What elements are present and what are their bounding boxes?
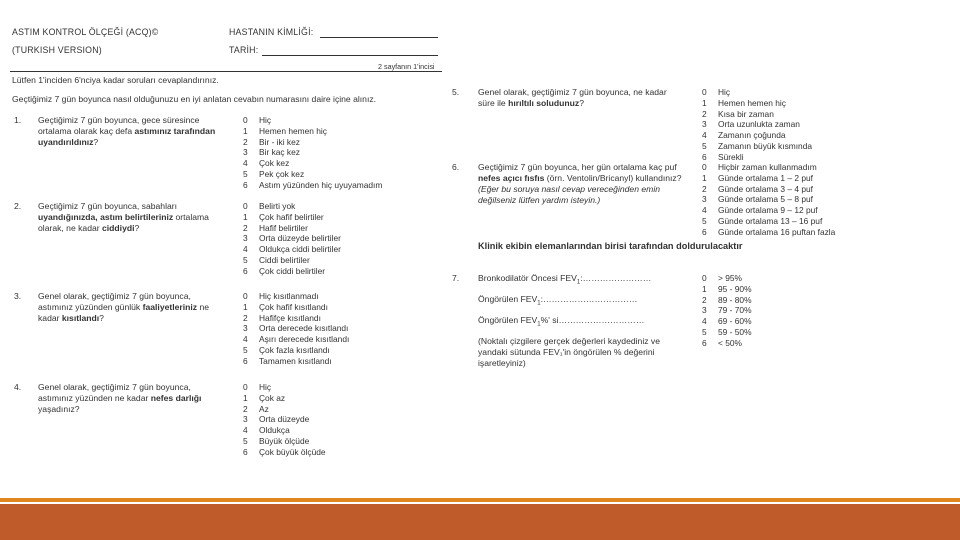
- fev1-subscript: 1: [537, 300, 541, 307]
- option-label: Hiç: [718, 87, 731, 97]
- option-number: 6: [243, 265, 248, 276]
- question-1-text-c: ?: [93, 137, 99, 147]
- option-row[interactable]: [702, 284, 752, 295]
- option-row[interactable]: [243, 266, 341, 277]
- option-number: 5: [702, 326, 707, 337]
- instruction-line-1: Lütfen 1'inciden 6'nciya kadar soruları cevaplandırınız.: [12, 75, 219, 85]
- option-number: 5: [243, 168, 248, 179]
- option-label: Çok büyük ölçüde: [259, 446, 326, 457]
- question-3-text: [38, 291, 228, 324]
- option-row[interactable]: [243, 356, 349, 367]
- question-2-options: [243, 201, 341, 277]
- option-row[interactable]: [702, 87, 812, 98]
- option-label: Hafif belirtiler: [259, 222, 308, 233]
- header-divider: [10, 71, 442, 72]
- question-4-text-c: yaşadınız?: [38, 404, 80, 414]
- option-row[interactable]: [243, 147, 382, 158]
- option-number: 5: [243, 254, 248, 265]
- option-row[interactable]: [243, 126, 382, 137]
- question-3-options: [243, 291, 349, 367]
- question-5-text-a: Genel olarak, geçtiğimiz 7 gün boyunca, ne kadar süre ile: [478, 87, 667, 108]
- question-3-text-bold-2: kısıtlandı: [61, 313, 100, 323]
- option-row[interactable]: [702, 162, 835, 173]
- option-label: Hiçbir zaman kullanmadım: [718, 162, 817, 172]
- option-row[interactable]: [243, 414, 326, 425]
- option-number: 3: [243, 414, 248, 425]
- option-row[interactable]: [243, 201, 341, 212]
- option-number: 2: [702, 183, 707, 194]
- option-row[interactable]: [702, 295, 752, 306]
- option-label: Büyük ölçüde: [259, 435, 310, 446]
- option-label: Zamanın büyük kısmında: [718, 140, 813, 151]
- option-number: 6: [243, 355, 248, 366]
- option-number: 1: [702, 283, 707, 294]
- clinic-heading: Klinik ekibin elemanlarından birisi tarafından doldurulacaktır: [478, 241, 743, 251]
- option-label: Orta uzunlukta zaman: [718, 119, 800, 130]
- option-number: 0: [243, 291, 248, 301]
- option-label: 59 - 50%: [718, 326, 752, 337]
- hospital-id-line: [320, 37, 438, 38]
- option-number: 1: [243, 211, 248, 222]
- option-label: Belirti yok: [259, 201, 296, 211]
- question-1-number: 1.: [14, 115, 22, 125]
- option-number: 6: [243, 179, 248, 190]
- option-label: Hemen hemen hiç: [718, 97, 786, 108]
- option-row[interactable]: [702, 184, 835, 195]
- option-row[interactable]: [702, 194, 835, 205]
- page-note: 2 sayfanın 1'incisi: [378, 62, 435, 71]
- option-label: < 50%: [718, 337, 742, 348]
- option-label: Zamanın çoğunda: [718, 130, 786, 141]
- option-row[interactable]: [243, 223, 341, 234]
- option-row[interactable]: [243, 255, 341, 266]
- option-number: 5: [243, 344, 248, 355]
- option-row[interactable]: [243, 404, 326, 415]
- question-1-text-a: Geçtiğimiz 7 gün boyunca, gece süresince ortalama olarak kaç defa: [38, 115, 200, 136]
- option-row[interactable]: [702, 141, 812, 152]
- question-2-text-bold: uyandığınızda, astım belirtileriniz: [38, 212, 174, 222]
- option-row[interactable]: [243, 180, 382, 191]
- option-number: 2: [243, 222, 248, 233]
- option-label: Çok hafif belirtiler: [259, 211, 324, 222]
- option-label: Orta düzeyde: [259, 414, 310, 425]
- option-number: 5: [243, 435, 248, 446]
- option-number: 3: [243, 233, 248, 244]
- option-row[interactable]: [243, 334, 349, 345]
- question-4-text-bold: nefes darlığı: [150, 393, 202, 403]
- question-5-text-c: ?: [579, 98, 585, 108]
- fev1-percent-dots: …………………………: [558, 315, 645, 325]
- question-5-text-bold: hırıltılı soludunuz: [508, 98, 580, 108]
- option-row[interactable]: [243, 436, 326, 447]
- question-2-text-a: Geçtiğimiz 7 gün boyunca, sabahları: [38, 201, 178, 211]
- option-label: Bir - iki kez: [259, 136, 300, 147]
- option-label: 69 - 60%: [718, 316, 752, 327]
- question-2-text: [38, 201, 228, 234]
- option-row[interactable]: [243, 158, 382, 169]
- option-number: 0: [702, 162, 707, 172]
- fev1-percent-field[interactable]: [478, 315, 644, 331]
- option-number: 1: [243, 301, 248, 312]
- option-number: 4: [243, 244, 248, 255]
- option-label: 79 - 70%: [718, 305, 752, 316]
- option-number: 5: [702, 215, 707, 226]
- option-number: 4: [702, 205, 707, 216]
- question-5-number: 5.: [452, 87, 460, 97]
- option-label: Günde ortalama 3 – 4 puf: [718, 183, 813, 194]
- option-row[interactable]: [702, 216, 835, 227]
- option-row[interactable]: [243, 425, 326, 436]
- option-label: 89 - 80%: [718, 294, 752, 305]
- clinic-note: (Noktalı çizgilere gerçek değerleri kaydediniz ve yandaki sütunda FEV₁'in öngörülen % değerini işaretleyiniz): [478, 336, 660, 368]
- question-4-text: [38, 382, 228, 415]
- option-label: Hiç kısıtlanmadı: [259, 291, 319, 301]
- option-label: Pek çok kez: [259, 168, 305, 179]
- question-6-options: [702, 162, 835, 238]
- question-3-text-c: ne kadar: [38, 302, 210, 323]
- fev1-predicted-dots: :……………………………: [540, 294, 638, 304]
- option-label: Tamamen kısıtlandı: [259, 355, 332, 366]
- option-row[interactable]: [702, 98, 812, 109]
- option-number: 6: [702, 151, 707, 162]
- option-row[interactable]: [702, 227, 835, 238]
- option-label: Aşırı derecede kısıtlandı: [259, 334, 350, 345]
- option-number: 4: [243, 425, 248, 436]
- option-row[interactable]: [243, 244, 341, 255]
- option-number: 3: [702, 119, 707, 130]
- fev1-predicted-field[interactable]: [478, 294, 638, 310]
- option-number: 6: [702, 337, 707, 348]
- option-row[interactable]: [702, 316, 752, 327]
- option-label: Oldukça ciddi belirtiler: [259, 244, 341, 255]
- fev1-subscript: 1: [576, 279, 581, 286]
- form-version: (TURKISH VERSION): [12, 45, 102, 55]
- option-number: 4: [243, 158, 248, 169]
- fev1-pre-dots: :……………………: [580, 273, 652, 283]
- option-row[interactable]: [243, 382, 326, 393]
- option-row[interactable]: [243, 345, 349, 356]
- question-6-note: (Eğer bu soruya nasıl cevap vereceğinden emin değilseniz lütfen yardım isteyin.): [478, 184, 661, 205]
- option-row[interactable]: [702, 119, 812, 130]
- option-row[interactable]: [243, 313, 349, 324]
- option-number: 1: [702, 172, 707, 183]
- option-number: 2: [243, 136, 248, 147]
- option-number: 0: [702, 273, 707, 283]
- option-label: Orta düzeyde belirtiler: [259, 233, 341, 244]
- option-label: Astım yüzünden hiç uyuyamadım: [259, 179, 383, 190]
- option-row[interactable]: [702, 338, 752, 349]
- option-number: 1: [243, 392, 248, 403]
- hospital-id-label: HASTANIN KİMLİĞİ:: [229, 27, 314, 37]
- question-1-text: [38, 115, 223, 148]
- instruction-line-2: Geçtiğimiz 7 gün boyunca nasıl olduğunuzu en iyi anlatan cevabın numarasını daire içine alınız.: [12, 94, 377, 104]
- question-5-text: [478, 87, 678, 109]
- question-6-text-c: (örn. Ventolin/Bricanyl) kullandınız?: [544, 173, 682, 183]
- option-row[interactable]: [243, 137, 382, 148]
- option-row[interactable]: [702, 109, 812, 120]
- option-number: 0: [243, 201, 248, 211]
- question-2-text-bold-2: ciddiydi: [102, 223, 135, 233]
- option-number: 0: [243, 115, 248, 125]
- option-label: Bir kaç kez: [259, 147, 300, 158]
- question-2-number: 2.: [14, 201, 22, 211]
- option-row[interactable]: [243, 291, 349, 302]
- option-number: 4: [702, 316, 707, 327]
- fev1-predicted-label: Öngörülen FEV: [478, 294, 538, 304]
- fev1-percent-label: Öngörülen FEV: [478, 315, 538, 325]
- option-label: Çok ciddi belirtiler: [259, 265, 326, 276]
- question-5-options: [702, 87, 812, 163]
- option-row[interactable]: [702, 205, 835, 216]
- option-label: Orta derecede kısıtlandı: [259, 323, 349, 334]
- option-label: Günde ortalama 9 – 12 puf: [718, 205, 818, 216]
- option-label: Hafifçe kısıtlandı: [259, 312, 321, 323]
- option-row[interactable]: [243, 302, 349, 313]
- option-label: Sürekli: [718, 151, 744, 162]
- option-number: 2: [243, 403, 248, 414]
- option-row[interactable]: [702, 273, 752, 284]
- option-number: 0: [243, 382, 248, 392]
- form-title: ASTIM KONTROL ÖLÇEĞİ (ACQ)©: [12, 27, 159, 37]
- footer-accent-stripe: [0, 498, 960, 502]
- question-4-options: [243, 382, 326, 458]
- option-number: 2: [702, 294, 707, 305]
- option-number: 4: [702, 130, 707, 141]
- date-line: [262, 55, 438, 56]
- question-3-text-a: Genel olarak, geçtiğimiz 7 gün boyunca, astımınız yüzünden günlük: [38, 291, 191, 312]
- question-7-options: [702, 273, 752, 349]
- question-4-text-a: Genel olarak, geçtiğimiz 7 gün boyunca, astımınız yüzünden ne kadar: [38, 382, 191, 403]
- option-number: 3: [702, 305, 707, 316]
- option-number: 5: [702, 140, 707, 151]
- option-number: 1: [243, 125, 248, 136]
- option-row[interactable]: [702, 130, 812, 141]
- question-2-text-c: ortalama olarak, ne kadar: [38, 212, 209, 233]
- option-label: Günde ortalama 1 – 2 puf: [718, 172, 813, 183]
- option-row[interactable]: [243, 212, 341, 223]
- option-label: Çok az: [259, 392, 286, 403]
- option-label: Hiç: [259, 115, 272, 125]
- question-3-text-e: ?: [99, 313, 104, 323]
- option-row[interactable]: [243, 393, 326, 404]
- option-label: Kısa bir zaman: [718, 108, 774, 119]
- question-1-text-bold: astımınız tarafından uyandırıldınız: [38, 126, 216, 147]
- question-4-number: 4.: [14, 382, 22, 392]
- option-number: 6: [702, 226, 707, 237]
- option-number: 3: [702, 194, 707, 205]
- option-number: 3: [243, 323, 248, 334]
- option-label: Günde ortalama 5 – 8 puf: [718, 194, 813, 205]
- question-3-text-bold: faaliyetleriniz: [142, 302, 198, 312]
- footer-bar: [0, 504, 960, 540]
- question-3-number: 3.: [14, 291, 22, 301]
- option-row[interactable]: [243, 447, 326, 458]
- option-label: 95 - 90%: [718, 283, 752, 294]
- option-label: Hemen hemen hiç: [259, 125, 327, 136]
- option-number: 2: [702, 108, 707, 119]
- option-label: Az: [259, 403, 269, 414]
- option-label: Çok fazla kısıtlandı: [259, 344, 330, 355]
- fev1-pre-field[interactable]: [478, 273, 651, 289]
- question-6-text: [478, 162, 683, 206]
- option-label: Günde ortalama 13 – 16 puf: [718, 215, 823, 226]
- option-row[interactable]: [702, 305, 752, 316]
- fev1-percent-suffix: %' si: [540, 315, 559, 325]
- option-number: 4: [243, 334, 248, 345]
- option-label: Çok kez: [259, 158, 290, 169]
- question-6-text-bold: nefes açıcı fısfıs: [478, 173, 545, 183]
- question-7-number: 7.: [452, 273, 460, 283]
- fev1-subscript: 1: [537, 321, 541, 328]
- option-row[interactable]: [702, 173, 835, 184]
- question-2-text-e: ?: [134, 223, 140, 233]
- option-number: 6: [243, 446, 248, 457]
- option-row[interactable]: [702, 327, 752, 338]
- option-label: > 95%: [718, 273, 742, 283]
- question-1-options: [243, 115, 382, 191]
- option-label: Oldukça: [259, 425, 290, 436]
- question-6-text-a: Geçtiğimiz 7 gün boyunca, her gün ortalama kaç puf: [478, 162, 677, 172]
- option-number: 2: [243, 312, 248, 323]
- date-label: TARİH:: [229, 45, 259, 55]
- option-row[interactable]: [243, 233, 341, 244]
- option-row[interactable]: [702, 152, 812, 163]
- question-6-number: 6.: [452, 162, 460, 172]
- option-label: Ciddi belirtiler: [259, 254, 310, 265]
- option-row[interactable]: [243, 323, 349, 334]
- option-number: 3: [243, 147, 248, 158]
- option-label: Hiç: [259, 382, 272, 392]
- option-label: Günde ortalama 16 puftan fazla: [718, 226, 836, 237]
- option-label: Çok hafif kısıtlandı: [259, 301, 328, 312]
- fev1-pre-label: Bronkodilatör Öncesi FEV: [478, 273, 577, 283]
- option-number: 0: [702, 87, 707, 97]
- option-row[interactable]: [243, 169, 382, 180]
- option-row[interactable]: [243, 115, 382, 126]
- option-number: 1: [702, 97, 707, 108]
